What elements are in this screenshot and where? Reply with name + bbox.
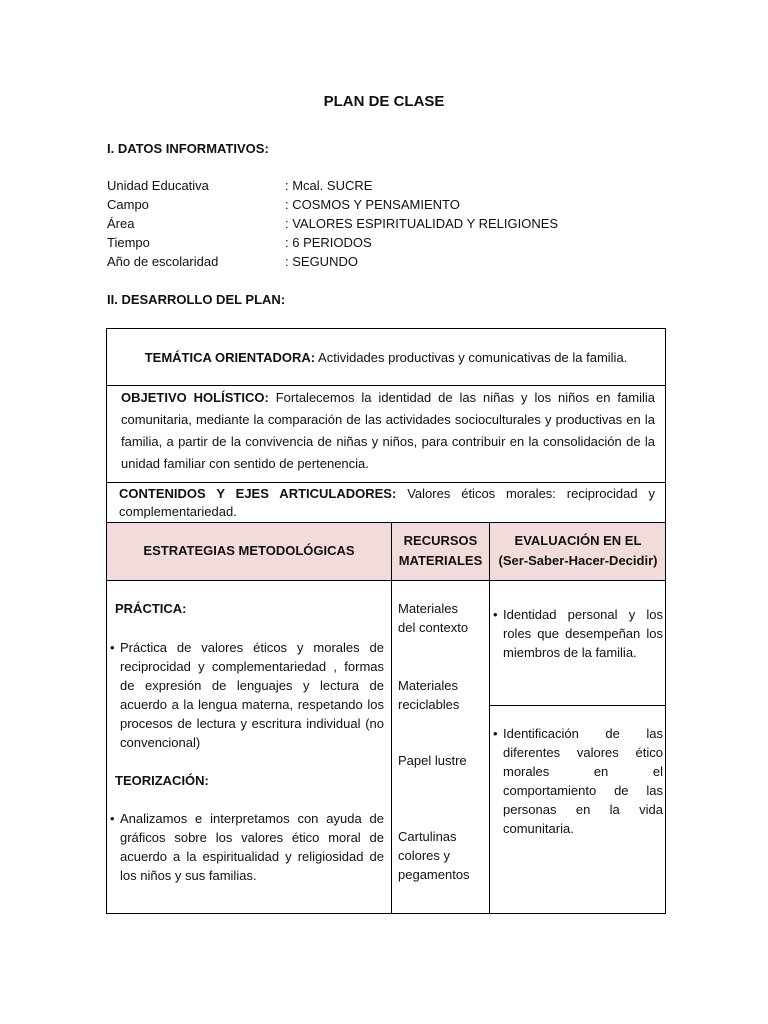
recurso-line: Cartulinas xyxy=(398,829,457,844)
objetivo-holistico xyxy=(121,387,655,475)
recurso-line: del contexto xyxy=(398,620,469,635)
recurso-line: pegamentos xyxy=(398,867,470,882)
teorizacion-bullet xyxy=(110,809,384,885)
info-label: Unidad Educativa xyxy=(107,178,209,193)
teorizacion-bullet-text: Analizamos e interpretamos con ayuda de gráficos sobre los valores ético moral de acuerdo a la espiritualidad y religiosidad de los niños y sus familias. xyxy=(120,811,384,883)
recurso-item xyxy=(398,599,468,637)
evaluacion-bullet-text: Identificación de las diferentes valores ético morales en el comportamiento de las personas en la vida comunitaria. xyxy=(503,726,663,836)
section-desarrollo-heading: II. DESARROLLO DEL PLAN: xyxy=(107,292,286,307)
plan-table xyxy=(106,328,666,914)
bullet-icon: • xyxy=(493,607,498,622)
table-column-divider xyxy=(391,522,392,914)
info-label: Área xyxy=(107,216,135,231)
evaluacion-bullet xyxy=(493,605,663,662)
info-value: : VALORES ESPIRITUALIDAD Y RELIGIONES xyxy=(285,216,559,231)
recurso-line: Materiales xyxy=(398,678,458,693)
header-evaluacion-line: EVALUACIÓN EN EL xyxy=(514,533,642,548)
table-divider xyxy=(489,705,666,706)
info-value: : SEGUNDO xyxy=(285,254,358,269)
info-label: Tiempo xyxy=(107,235,150,250)
recurso-line: reciclables xyxy=(398,697,460,712)
info-row xyxy=(107,216,667,234)
info-value: : 6 PERIODOS xyxy=(285,235,372,250)
practica-bullet-text: Práctica de valores éticos y morales de reciprocidad y complementariedad , formas de expresión de lenguajes y lectura de acuerdo a la lengua materna, respetando los procesos de lectura y escritura individual (no convencional) xyxy=(120,640,384,750)
table-column-divider xyxy=(489,522,490,914)
tematica-text: Actividades productivas y comunicativas de la familia. xyxy=(315,349,628,365)
teorizacion-heading: TEORIZACIÓN: xyxy=(115,773,209,788)
contenidos-text: Valores éticos morales: reciprocidad y complementariedad. xyxy=(119,486,656,519)
recurso-item xyxy=(398,676,459,714)
header-recursos-line: RECURSOS xyxy=(403,533,478,548)
bullet-icon: • xyxy=(493,726,498,741)
info-value: : Mcal. SUCRE xyxy=(285,178,373,193)
info-value: : COSMOS Y PENSAMIENTO xyxy=(285,197,460,212)
objetivo-text: Fortalecemos la identidad de las niñas y los niños en familia comunitaria, mediante la comparación de las actividades socioculturales y productivas en la familia, a partir de la convivencia de niñas y niños, para contribuir en la consolidación de la unidad familiar con sentido de pertenencia. xyxy=(121,390,655,471)
recurso-item xyxy=(398,827,470,884)
bullet-icon: • xyxy=(110,811,115,826)
contenidos-label: CONTENIDOS Y EJES ARTICULADORES: xyxy=(119,486,397,501)
table-divider xyxy=(107,580,665,581)
section-datos-heading: I. DATOS INFORMATIVOS: xyxy=(107,141,269,156)
info-row xyxy=(107,235,667,253)
info-row xyxy=(107,178,667,196)
info-label: Campo xyxy=(107,197,149,212)
evaluacion-bullet xyxy=(493,724,663,838)
info-row xyxy=(107,254,667,272)
tematica-orientadora xyxy=(107,329,665,385)
contenidos-ejes xyxy=(119,485,655,521)
recurso-item xyxy=(398,751,467,770)
header-recursos xyxy=(392,522,489,580)
practica-heading: PRÁCTICA: xyxy=(115,601,187,616)
tematica-label: TEMÁTICA ORIENTADORA: xyxy=(144,349,316,365)
header-evaluacion xyxy=(490,522,666,580)
table-divider xyxy=(107,385,665,386)
header-recursos-line: MATERIALES xyxy=(398,553,483,568)
header-evaluacion-line: (Ser-Saber-Hacer-Decidir) xyxy=(498,553,658,568)
bullet-icon: • xyxy=(110,640,115,655)
header-estrategias: ESTRATEGIAS METODOLÓGICAS xyxy=(143,543,355,558)
recurso-line: Papel lustre xyxy=(398,753,467,768)
recurso-line: colores y xyxy=(398,848,451,863)
practica-bullet xyxy=(110,638,384,752)
info-label: Año de escolaridad xyxy=(107,254,219,269)
recurso-line: Materiales xyxy=(398,601,458,616)
evaluacion-bullet-text: Identidad personal y los roles que desempeñan los miembros de la familia. xyxy=(503,607,663,660)
info-row xyxy=(107,197,667,215)
document-title: PLAN DE CLASE xyxy=(323,93,445,110)
objetivo-label: OBJETIVO HOLÍSTICO: xyxy=(121,390,269,405)
table-divider xyxy=(107,482,665,483)
